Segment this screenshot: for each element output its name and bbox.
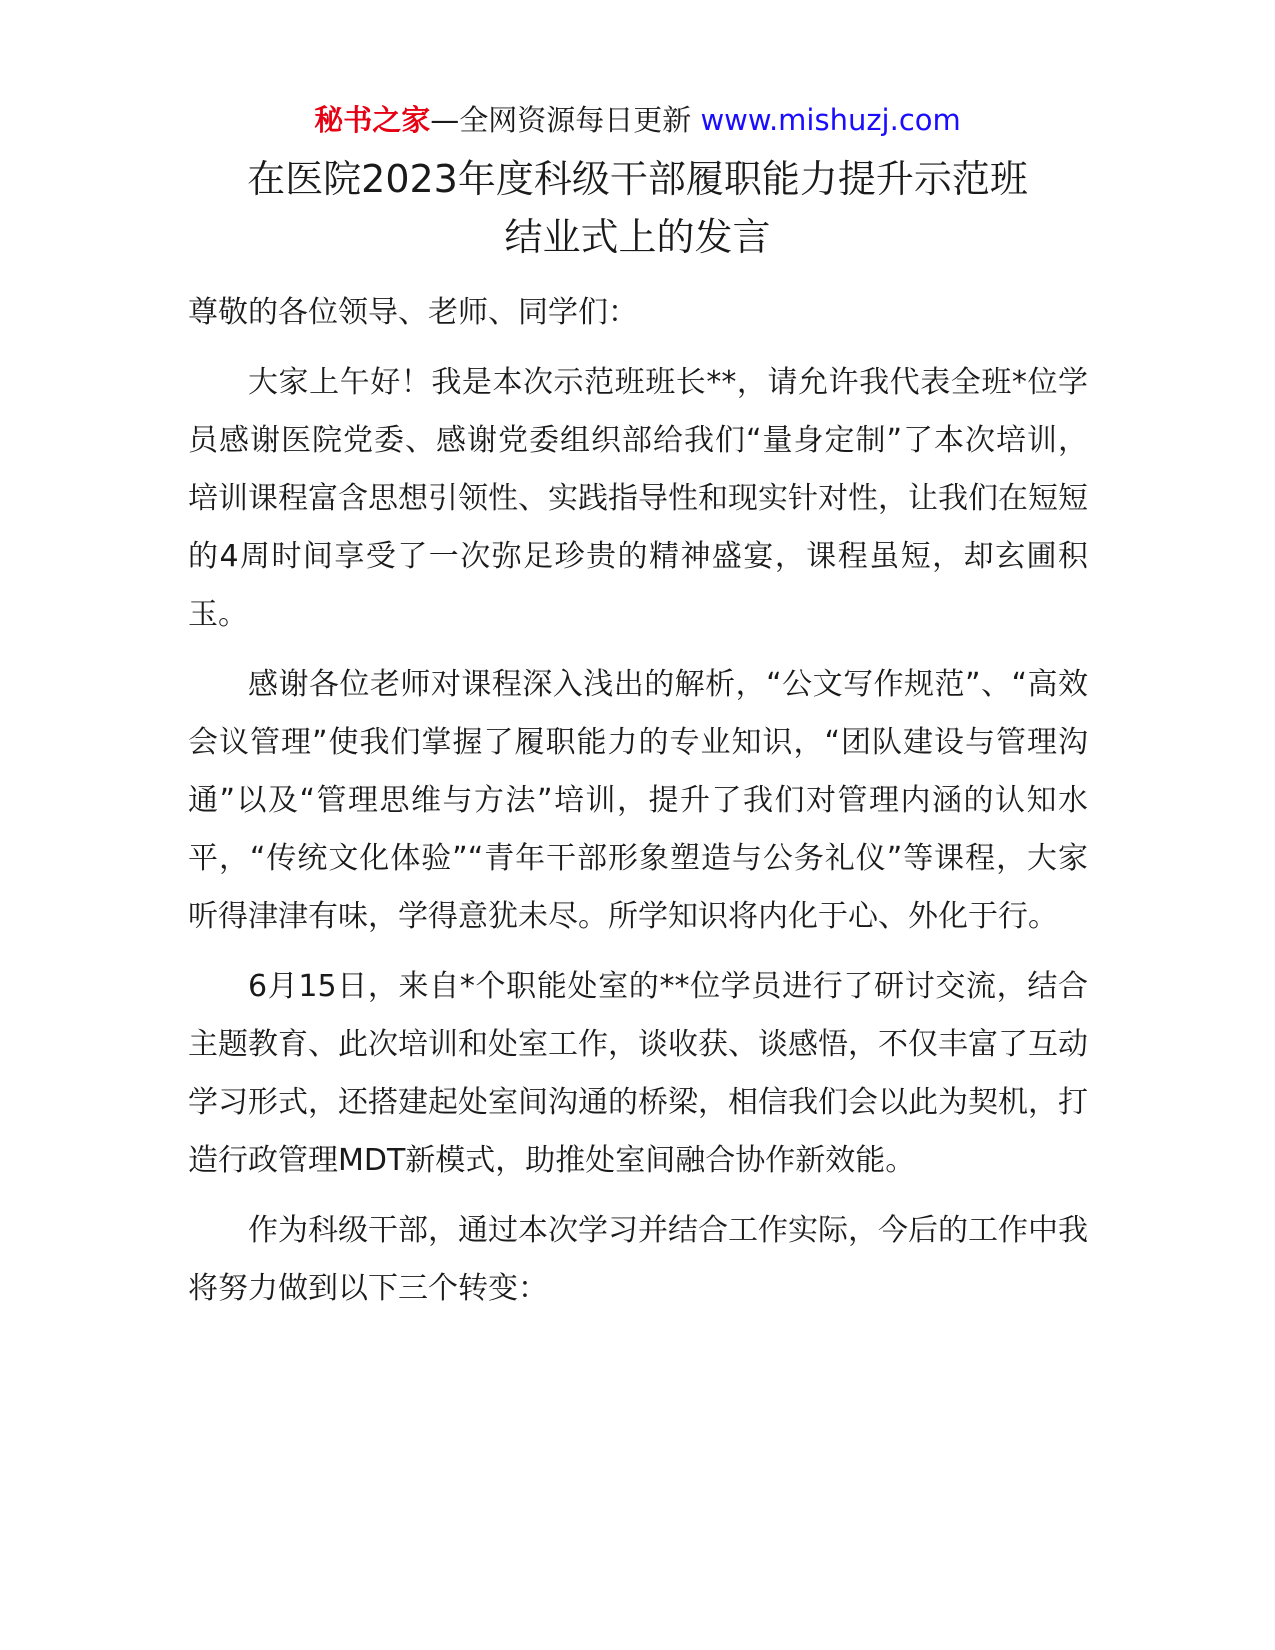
site-url-link[interactable]: www.mishuzj.com — [700, 103, 961, 137]
site-header — [0, 100, 1275, 140]
title-line-2: 结业式上的发言 — [504, 215, 771, 259]
header-dash: — — [430, 103, 460, 137]
paragraph-4: 作为科级干部，通过本次学习并结合工作实际，今后的工作中我将努力做到以下三个转变： — [188, 1213, 1088, 1306]
paragraph-1: 大家上午好！我是本次示范班班长**，请允许我代表全班*位学员感谢医院党委、感谢党委组织部给我们“量身定制”了本次培训，培训课程富含思想引领性、实践指导性和现实针对性，让我们在短短的4周时间享受了一次弥足珍贵的精神盛宴，课程虽短，却玄圃积玉。 — [188, 365, 1088, 632]
header-slogan: 全网资源每日更新 — [459, 103, 692, 137]
brand-name: 秘书之家 — [314, 103, 431, 137]
salutation: 尊敬的各位领导、老师、同学们： — [188, 295, 638, 330]
paragraph-3: 6月15日，来自*个职能处室的**位学员进行了研讨交流，结合主题教育、此次培训和处室工作，谈收获、谈感悟，不仅丰富了互动学习形式，还搭建起处室间沟通的桥梁，相信我们会以此为契机，打造行政管理MDT新模式，助推处室间融合协作新效能。 — [188, 969, 1088, 1178]
document-body — [188, 284, 1088, 1330]
document-title — [150, 150, 1125, 266]
paragraph-2: 感谢各位老师对课程深入浅出的解析，“公文写作规范”、“高效会议管理”使我们掌握了履职能力的专业知识，“团队建设与管理沟通”以及“管理思维与方法”培训，提升了我们对管理内涵的认知水平，“传统文化体验”“青年干部形象塑造与公务礼仪”等课程，大家听得津津有味，学得意犹未尽。所学知识将内化于心、外化于行。 — [188, 667, 1088, 934]
title-line-1: 在医院2023年度科级干部履职能力提升示范班 — [247, 157, 1028, 201]
